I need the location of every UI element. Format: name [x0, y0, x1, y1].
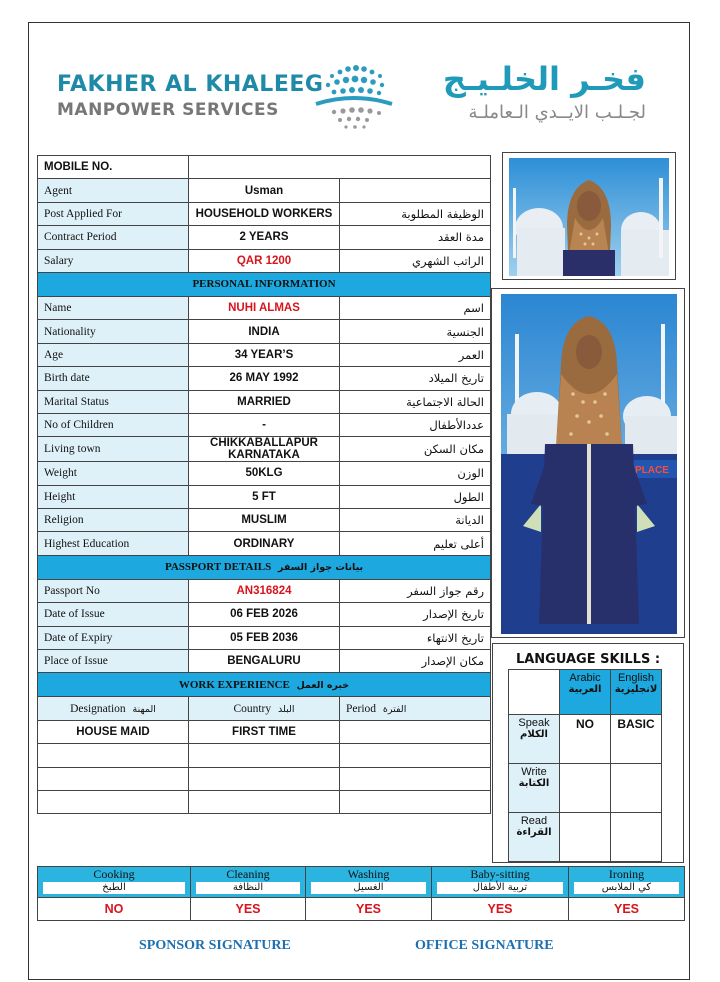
write-arabic-value [560, 764, 611, 813]
skill-value-cleaning: YES [191, 898, 306, 921]
lang-corner-cell [509, 670, 560, 715]
office-signature-label: OFFICE SIGNATURE [415, 938, 554, 953]
post-row [38, 202, 491, 225]
field-label-ar: مكان الإصدار [340, 650, 491, 673]
work-row-empty [38, 767, 491, 790]
agent-row [38, 179, 491, 202]
field-value: 05 FEB 2036 [189, 626, 340, 649]
field-value: Usman [189, 179, 340, 202]
empty-cell [340, 767, 491, 790]
field-label: Religion [38, 509, 189, 532]
field-label-ar: تاريخ الميلاد [340, 367, 491, 390]
empty-cell [189, 744, 340, 767]
skill-header-babysitting [432, 867, 569, 898]
language-skills-box [492, 643, 684, 863]
field-label-ar: اسم [340, 296, 491, 319]
skills-table [37, 866, 685, 921]
field-value: - [189, 413, 340, 436]
skill-name-en: Cooking [93, 867, 135, 881]
lang-row-speak [509, 715, 560, 764]
country-header-ar: البلد [278, 703, 295, 715]
birthdate-row [38, 367, 491, 390]
empty-cell [189, 790, 340, 813]
skill-name-en: Washing [347, 867, 390, 881]
company-logo [44, 48, 676, 144]
empty-cell [189, 767, 340, 790]
field-label: Birth date [38, 367, 189, 390]
skill-value-washing: YES [306, 898, 432, 921]
age-row [38, 343, 491, 366]
empty-cell [340, 744, 491, 767]
lang-row-read [509, 813, 560, 862]
field-label: Date of Issue [38, 603, 189, 626]
period-header-en: Period [346, 702, 377, 715]
work-designation: HOUSE MAID [38, 720, 189, 743]
field-value: 5 FT [189, 485, 340, 508]
read-ar: القراءة [516, 827, 552, 838]
field-label-ar: العمر [340, 343, 491, 366]
personal-section-header [38, 272, 491, 296]
designation-header-ar: المهنة [132, 703, 156, 715]
section-title: PERSONAL INFORMATION [38, 272, 491, 296]
logo-name-ar-line2: لجـلـب الايــدي الـعاملـة [468, 102, 646, 123]
field-label: Passport No [38, 579, 189, 602]
designation-header [38, 697, 189, 720]
speak-en: Speak [518, 717, 550, 729]
lang-header-arabic [560, 670, 611, 715]
work-title: WORK EXPERIENCE [178, 678, 290, 691]
empty-cell [38, 744, 189, 767]
field-label: Height [38, 485, 189, 508]
logo-name-en-line2: MANPOWER SERVICES [57, 100, 279, 120]
field-value: ORDINARY [189, 532, 340, 555]
read-english-value [611, 813, 662, 862]
field-label: Highest Education [38, 532, 189, 555]
sponsor-signature-label: SPONSOR SIGNATURE [139, 938, 291, 953]
lang-header-english [611, 670, 662, 715]
field-label-ar: الراتب الشهري [340, 249, 491, 272]
write-english-value [611, 764, 662, 813]
field-value: MARRIED [189, 390, 340, 413]
lang-arabic-ar: العربية [568, 684, 602, 695]
education-row [38, 532, 491, 555]
field-value: MUSLIM [189, 509, 340, 532]
period-header-ar: الفترة [382, 703, 407, 715]
field-label: Agent [38, 179, 189, 202]
passport-title: PASSPORT DETAILS [164, 561, 272, 574]
field-label: Age [38, 343, 189, 366]
speak-english-value: BASIC [611, 715, 662, 764]
lang-english-en: English [617, 672, 655, 684]
field-value: 2 YEARS [189, 226, 340, 249]
field-label: Living town [38, 437, 189, 462]
language-skills-title: LANGUAGE SKILLS : [515, 652, 661, 667]
work-country: FIRST TIME [189, 720, 340, 743]
field-value: 06 FEB 2026 [189, 603, 340, 626]
living-town-row [38, 437, 491, 462]
work-title-ar: خبره العمل [296, 679, 350, 691]
skill-name-en: Cleaning [226, 867, 270, 881]
work-period [340, 720, 491, 743]
empty-cell [340, 790, 491, 813]
work-column-headers [38, 697, 491, 720]
nationality-row [38, 320, 491, 343]
place-of-issue-row [38, 650, 491, 673]
field-value: 50KLG [189, 462, 340, 485]
logo-name-en-line1: FAKHER AL KHALEEG [57, 72, 324, 97]
skill-name-ar: كي الملابس [574, 882, 679, 894]
skill-name-ar: النظافة [196, 882, 300, 894]
skill-name-ar: تربية الأطفال [437, 882, 563, 894]
mobile-row [38, 156, 491, 179]
field-label: Nationality [38, 320, 189, 343]
field-label-ar: تاريخ الإصدار [340, 603, 491, 626]
skill-name-en: Ironing [608, 867, 645, 881]
applicant-photo-full [491, 288, 685, 638]
lang-row-write [509, 764, 560, 813]
passport-section-header [38, 555, 491, 579]
field-value: HOUSEHOLD WORKERS [189, 202, 340, 225]
skills-value-row [38, 898, 685, 921]
field-value: INDIA [189, 320, 340, 343]
skill-value-cooking: NO [38, 898, 191, 921]
work-row [38, 720, 491, 743]
field-label: Weight [38, 462, 189, 485]
section-title [38, 555, 491, 579]
field-label-ar: الجنسية [340, 320, 491, 343]
work-section-header [38, 673, 491, 697]
field-label: No of Children [38, 413, 189, 436]
field-label-ar: أعلى تعليم [340, 532, 491, 555]
children-row [38, 413, 491, 436]
field-label: Date of Expiry [38, 626, 189, 649]
country-header-en: Country [233, 702, 272, 715]
skill-name-ar: الغسيل [311, 882, 426, 894]
skill-header-ironing [569, 867, 685, 898]
portrait-image [509, 158, 669, 276]
field-label-ar: عددالأطفال [340, 413, 491, 436]
field-value: NUHI ALMAS [189, 296, 340, 319]
field-value: 34 YEAR’S [189, 343, 340, 366]
lang-english-ar: لانجليزية [614, 684, 658, 695]
contract-row [38, 226, 491, 249]
field-label: Post Applied For [38, 202, 189, 225]
applicant-photo-portrait [502, 152, 676, 280]
speak-ar: الكلام [520, 729, 548, 740]
field-value-line2: KARNATAKA [228, 449, 300, 462]
field-label-ar: تاريخ الانتهاء [340, 626, 491, 649]
skill-value-ironing: YES [569, 898, 685, 921]
skill-value-babysitting: YES [432, 898, 569, 921]
write-en: Write [521, 766, 547, 778]
field-label-ar [340, 179, 491, 202]
passport-title-ar: بيانات جواز السفر [277, 562, 364, 574]
field-value-line1: CHIKKABALLAPUR [210, 437, 318, 450]
name-row [38, 296, 491, 319]
marital-row [38, 390, 491, 413]
empty-cell [38, 767, 189, 790]
religion-row [38, 509, 491, 532]
field-label: Contract Period [38, 226, 189, 249]
field-label: Name [38, 296, 189, 319]
language-skills-table [508, 669, 662, 862]
field-label: Place of Issue [38, 650, 189, 673]
height-row [38, 485, 491, 508]
lang-arabic-en: Arabic [569, 672, 601, 684]
skills-header-row [38, 867, 685, 898]
read-arabic-value [560, 813, 611, 862]
field-value: 26 MAY 1992 [189, 367, 340, 390]
field-label-ar: الديانة [340, 509, 491, 532]
read-en: Read [520, 815, 548, 827]
passport-no-row [38, 579, 491, 602]
skill-name-ar: الطبخ [43, 882, 185, 894]
period-header [340, 697, 491, 720]
application-table [37, 155, 491, 814]
field-label-ar: الوظيفة المطلوبة [340, 202, 491, 225]
salary-row [38, 249, 491, 272]
full-body-image [501, 294, 677, 634]
field-label-ar: الحالة الاجتماعية [340, 390, 491, 413]
field-label: Salary [38, 249, 189, 272]
skill-header-cleaning [191, 867, 306, 898]
logo-name-ar-line1: فخـر الخلـيـج [442, 60, 646, 98]
field-value: BENGALURU [189, 650, 340, 673]
issue-date-row [38, 603, 491, 626]
work-row-empty [38, 790, 491, 813]
field-label-ar: رقم جواز السفر [340, 579, 491, 602]
expiry-date-row [38, 626, 491, 649]
skill-header-washing [306, 867, 432, 898]
logo-dots-icon [312, 58, 396, 134]
field-value [189, 437, 340, 462]
field-label: Marital Status [38, 390, 189, 413]
section-title [38, 673, 491, 697]
work-row-empty [38, 744, 491, 767]
write-ar: الكتابة [518, 778, 550, 789]
field-value: AN316824 [189, 579, 340, 602]
mobile-value [189, 156, 491, 179]
field-label-ar: الوزن [340, 462, 491, 485]
speak-arabic-value: NO [560, 715, 611, 764]
country-header [189, 697, 340, 720]
weight-row [38, 462, 491, 485]
svg-text:PLACE: PLACE [635, 465, 669, 476]
mobile-label: MOBILE NO. [38, 156, 189, 179]
skill-name-en: Baby-sitting [470, 867, 530, 881]
field-label-ar: الطول [340, 485, 491, 508]
empty-cell [38, 790, 189, 813]
skill-header-cooking [38, 867, 191, 898]
field-label-ar: مكان السكن [340, 437, 491, 462]
designation-header-en: Designation [70, 702, 126, 715]
field-label-ar: مدة العقد [340, 226, 491, 249]
field-value: QAR 1200 [189, 249, 340, 272]
